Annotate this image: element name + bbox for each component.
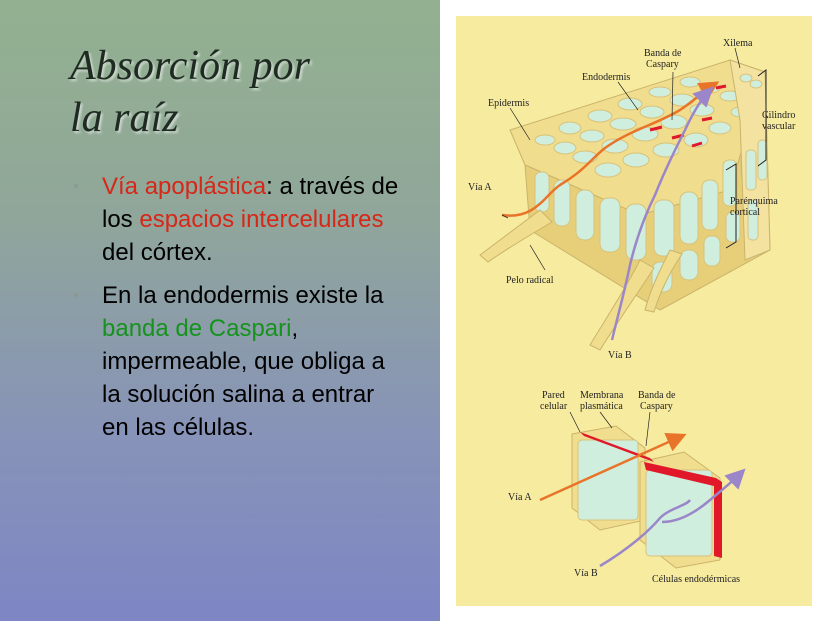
label-banda-2: Caspary	[646, 59, 679, 70]
title-line-2: la raíz	[70, 95, 179, 141]
bullet-dot-icon	[74, 293, 78, 297]
label-via-b-bottom: Vía B	[574, 568, 598, 579]
label-banda-1: Banda de	[644, 48, 682, 59]
label-via-a-top: Vía A	[468, 182, 492, 193]
bullet-part: , impermeable, que obliga a la solución salina a entrar en las células.	[102, 315, 385, 441]
label-banda-b-2: Caspary	[640, 401, 673, 412]
bullet-part: del córtex.	[102, 239, 213, 266]
root-absorption-figure	[440, 0, 828, 621]
bullet-part: banda de Caspari	[102, 315, 292, 342]
label-membrana-2: plasmática	[580, 401, 623, 412]
bullet-list	[72, 170, 407, 444]
figure-svg	[440, 0, 828, 621]
label-pared-2: celular	[540, 401, 568, 412]
label-epidermis: Epidermis	[488, 98, 530, 109]
label-cilindro-2: vascular	[762, 121, 796, 132]
label-pelo-radical: Pelo radical	[506, 275, 554, 286]
label-membrana-1: Membrana	[580, 390, 624, 401]
label-parenquima-2: cortical	[730, 207, 760, 218]
bullet-part: espacios intercelulares	[139, 206, 384, 233]
bullet-endodermis	[72, 279, 407, 444]
label-parenquima-1: Parénquima	[730, 196, 778, 207]
bullet-part: : a través de los	[102, 173, 399, 233]
label-via-a-bottom: Vía A	[508, 492, 532, 503]
bullet-dot-icon	[74, 184, 78, 188]
bullet-part: Vía apoplástica	[102, 173, 267, 200]
label-celulas: Células endodérmicas	[652, 574, 741, 585]
title-line-1: Absorción por	[70, 43, 310, 89]
bullet-part: En la endodermis existe la	[102, 282, 384, 309]
label-banda-b-1: Banda de	[638, 390, 676, 401]
label-endodermis: Endodermis	[582, 72, 631, 83]
label-via-b-top: Vía B	[608, 350, 632, 361]
label-pared-1: Pared	[542, 390, 565, 401]
label-cilindro-1: Cilindro	[762, 110, 796, 121]
label-xilema: Xilema	[723, 38, 753, 49]
bullet-apoplastic	[72, 170, 407, 269]
slide-title	[70, 40, 400, 144]
